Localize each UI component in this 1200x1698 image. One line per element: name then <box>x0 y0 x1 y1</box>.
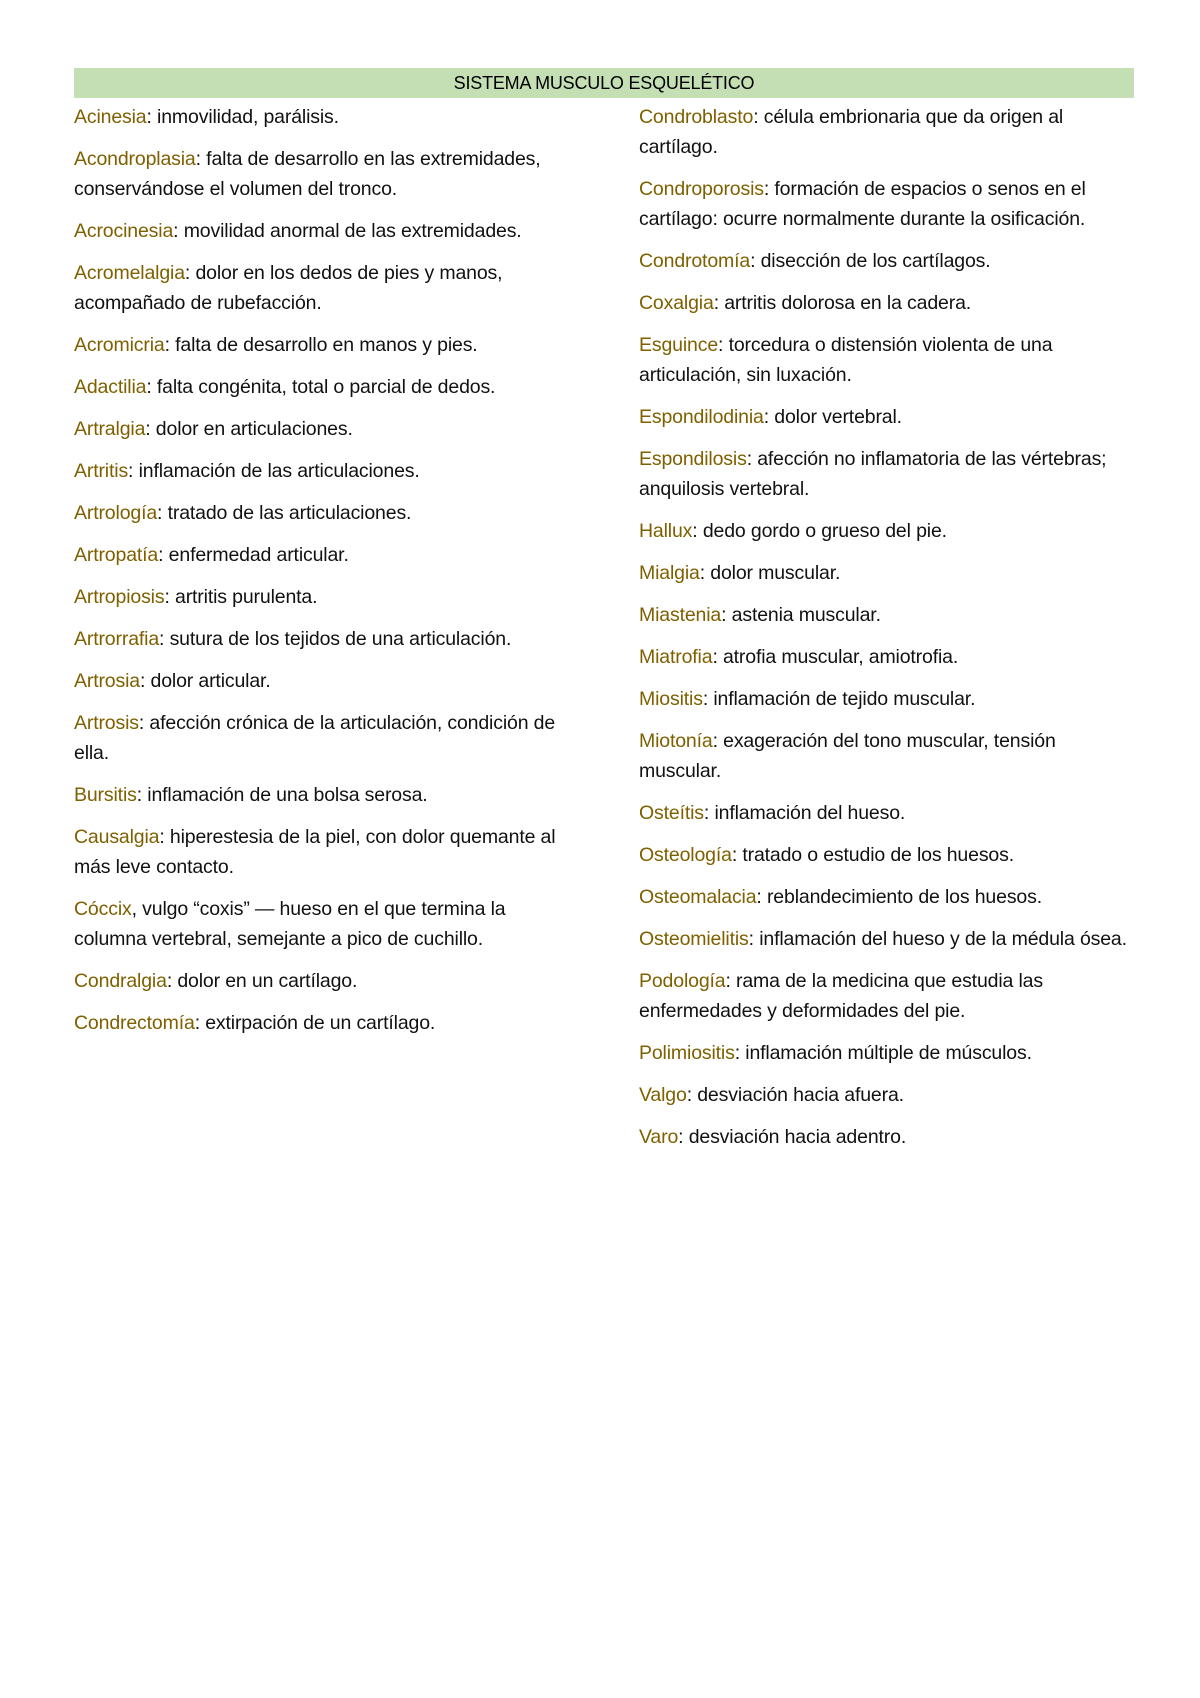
glossary-entry <box>74 258 564 318</box>
glossary-right-column <box>639 102 1134 1164</box>
entry-definition: : exageración del tono muscular, tensión muscular. <box>639 730 1056 782</box>
entry-definition: : inflamación del hueso. <box>703 802 906 824</box>
entry-definition: : disección de los cartílagos. <box>750 250 991 272</box>
entry-definition: : inflamación del hueso y de la médula ósea. <box>748 928 1127 950</box>
glossary-entry <box>74 822 564 882</box>
entry-term: Condrotomía <box>639 250 751 272</box>
entry-term: Acrocinesia <box>74 220 174 242</box>
entry-definition: : afección no inflamatoria de las vértebras; anquilosis vertebral. <box>639 448 1107 500</box>
entry-term: Osteología <box>639 844 732 866</box>
glossary-entry <box>74 102 564 132</box>
entry-term: Artrosis <box>74 712 139 734</box>
entry-definition: : dedo gordo o grueso del pie. <box>692 520 947 542</box>
entry-term: Osteítis <box>639 802 704 824</box>
entry-term: Bursitis <box>74 784 137 806</box>
entry-definition: , vulgo “coxis” — hueso en el que termina la columna vertebral, semejante a pico de cuchillo. <box>74 898 506 950</box>
glossary-entry <box>639 516 1134 546</box>
entry-definition: : formación de espacios o senos en el cartílago: ocurre normalmente durante la osificación. <box>639 178 1086 230</box>
glossary-entry <box>639 966 1134 1026</box>
entry-definition: : hiperestesia de la piel, con dolor quemante al más leve contacto. <box>74 826 556 878</box>
entry-term: Artropatía <box>74 544 159 566</box>
entry-term: Acinesia <box>74 106 147 128</box>
glossary-entry <box>639 798 1134 828</box>
entry-term: Osteomielitis <box>639 928 749 950</box>
entry-term: Causalgia <box>74 826 160 848</box>
entry-definition: : reblandecimiento de los huesos. <box>756 886 1042 908</box>
entry-term: Miotonía <box>639 730 713 752</box>
entry-definition: : afección crónica de la articulación, condición de ella. <box>74 712 556 764</box>
document-page <box>74 68 1134 1164</box>
entry-definition: : artritis dolorosa en la cadera. <box>713 292 972 314</box>
glossary-entry <box>74 414 564 444</box>
glossary-entry <box>74 498 564 528</box>
glossary-entry <box>639 330 1134 390</box>
glossary-entry <box>74 540 564 570</box>
entry-definition: : inflamación de una bolsa serosa. <box>136 784 428 806</box>
entry-definition: : inflamación de las articulaciones. <box>128 460 420 482</box>
glossary-entry <box>639 882 1134 912</box>
entry-definition: : falta de desarrollo en manos y pies. <box>164 334 478 356</box>
entry-definition: : tratado de las articulaciones. <box>157 502 412 524</box>
glossary-entry <box>639 924 1134 954</box>
entry-definition: : dolor en articulaciones. <box>145 418 353 440</box>
glossary-entry <box>639 288 1134 318</box>
glossary-entry <box>74 780 564 810</box>
entry-term: Acromelalgia <box>74 262 185 284</box>
entry-definition: : inflamación múltiple de músculos. <box>734 1042 1032 1064</box>
glossary-entry <box>639 102 1134 162</box>
glossary-entry <box>74 666 564 696</box>
entry-definition: : dolor en los dedos de pies y manos, acompañado de rubefacción. <box>74 262 503 314</box>
entry-term: Miositis <box>639 688 703 710</box>
glossary-entry <box>639 726 1134 786</box>
entry-definition: : atrofia muscular, amiotrofia. <box>712 646 959 668</box>
entry-definition: : movilidad anormal de las extremidades. <box>173 220 522 242</box>
entry-term: Artrorrafia <box>74 628 160 650</box>
glossary-entry <box>639 1122 1134 1152</box>
entry-term: Artropiosis <box>74 586 165 608</box>
entry-definition: : dolor vertebral. <box>763 406 902 428</box>
entry-term: Acromicria <box>74 334 165 356</box>
glossary-entry <box>639 1080 1134 1110</box>
glossary-columns <box>74 102 1134 1164</box>
entry-definition: : artritis purulenta. <box>164 586 318 608</box>
entry-term: Osteomalacia <box>639 886 757 908</box>
entry-definition: : astenia muscular. <box>721 604 881 626</box>
entry-term: Artritis <box>74 460 129 482</box>
entry-definition: : inmovilidad, parálisis. <box>146 106 339 128</box>
entry-term: Espondilodinia <box>639 406 764 428</box>
entry-definition: : torcedura o distensión violenta de una articulación, sin luxación. <box>639 334 1053 386</box>
glossary-entry <box>74 1008 564 1038</box>
entry-term: Valgo <box>639 1084 687 1106</box>
entry-term: Artralgia <box>74 418 146 440</box>
entry-term: Artrología <box>74 502 158 524</box>
entry-term: Artrosia <box>74 670 140 692</box>
entry-term: Condralgia <box>74 970 167 992</box>
entry-term: Esguince <box>639 334 719 356</box>
entry-term: Polimiositis <box>639 1042 735 1064</box>
entry-definition: : dolor en un cartílago. <box>166 970 358 992</box>
glossary-entry <box>74 144 564 204</box>
entry-term: Cóccix <box>74 898 132 920</box>
glossary-entry <box>74 330 564 360</box>
glossary-entry <box>639 600 1134 630</box>
entry-definition: : dolor muscular. <box>699 562 841 584</box>
glossary-entry <box>639 246 1134 276</box>
entry-definition: : enfermedad articular. <box>158 544 349 566</box>
glossary-entry <box>74 456 564 486</box>
entry-definition: : desviación hacia afuera. <box>686 1084 904 1106</box>
entry-definition: : sutura de los tejidos de una articulación. <box>159 628 512 650</box>
document-title: SISTEMA MUSCULO ESQUELÉTICO <box>74 68 1134 98</box>
entry-term: Coxalgia <box>639 292 714 314</box>
entry-term: Acondroplasia <box>74 148 196 170</box>
glossary-entry <box>74 372 564 402</box>
entry-term: Condrectomía <box>74 1012 195 1034</box>
entry-term: Podología <box>639 970 726 992</box>
entry-term: Condroporosis <box>639 178 764 200</box>
entry-definition: : tratado o estudio de los huesos. <box>731 844 1014 866</box>
glossary-entry <box>639 684 1134 714</box>
entry-term: Condroblasto <box>639 106 754 128</box>
entry-term: Espondilosis <box>639 448 747 470</box>
entry-term: Hallux <box>639 520 693 542</box>
entry-definition: : célula embrionaria que da origen al cartílago. <box>639 106 1064 158</box>
glossary-entry <box>639 174 1134 234</box>
entry-term: Miatrofia <box>639 646 713 668</box>
entry-definition: : dolor articular. <box>139 670 271 692</box>
glossary-entry <box>639 642 1134 672</box>
glossary-left-column <box>74 102 564 1164</box>
entry-definition: : extirpación de un cartílago. <box>194 1012 436 1034</box>
entry-term: Adactilia <box>74 376 147 398</box>
entry-definition: : falta congénita, total o parcial de dedos. <box>146 376 496 398</box>
entry-definition: : falta de desarrollo en las extremidades, conservándose el volumen del tronco. <box>74 148 541 200</box>
entry-definition: : desviación hacia adentro. <box>678 1126 907 1148</box>
entry-term: Varo <box>639 1126 679 1148</box>
entry-term: Miastenia <box>639 604 722 626</box>
glossary-entry <box>74 708 564 768</box>
entry-term: Mialgia <box>639 562 700 584</box>
glossary-entry <box>74 894 564 954</box>
glossary-entry <box>74 966 564 996</box>
glossary-entry <box>639 444 1134 504</box>
glossary-entry <box>74 624 564 654</box>
glossary-entry <box>639 558 1134 588</box>
glossary-entry <box>639 840 1134 870</box>
glossary-entry <box>639 1038 1134 1068</box>
entry-definition: : inflamación de tejido muscular. <box>702 688 976 710</box>
glossary-entry <box>639 402 1134 432</box>
glossary-entry <box>74 216 564 246</box>
entry-definition: : rama de la medicina que estudia las enfermedades y deformidades del pie. <box>639 970 1043 1022</box>
glossary-entry <box>74 582 564 612</box>
